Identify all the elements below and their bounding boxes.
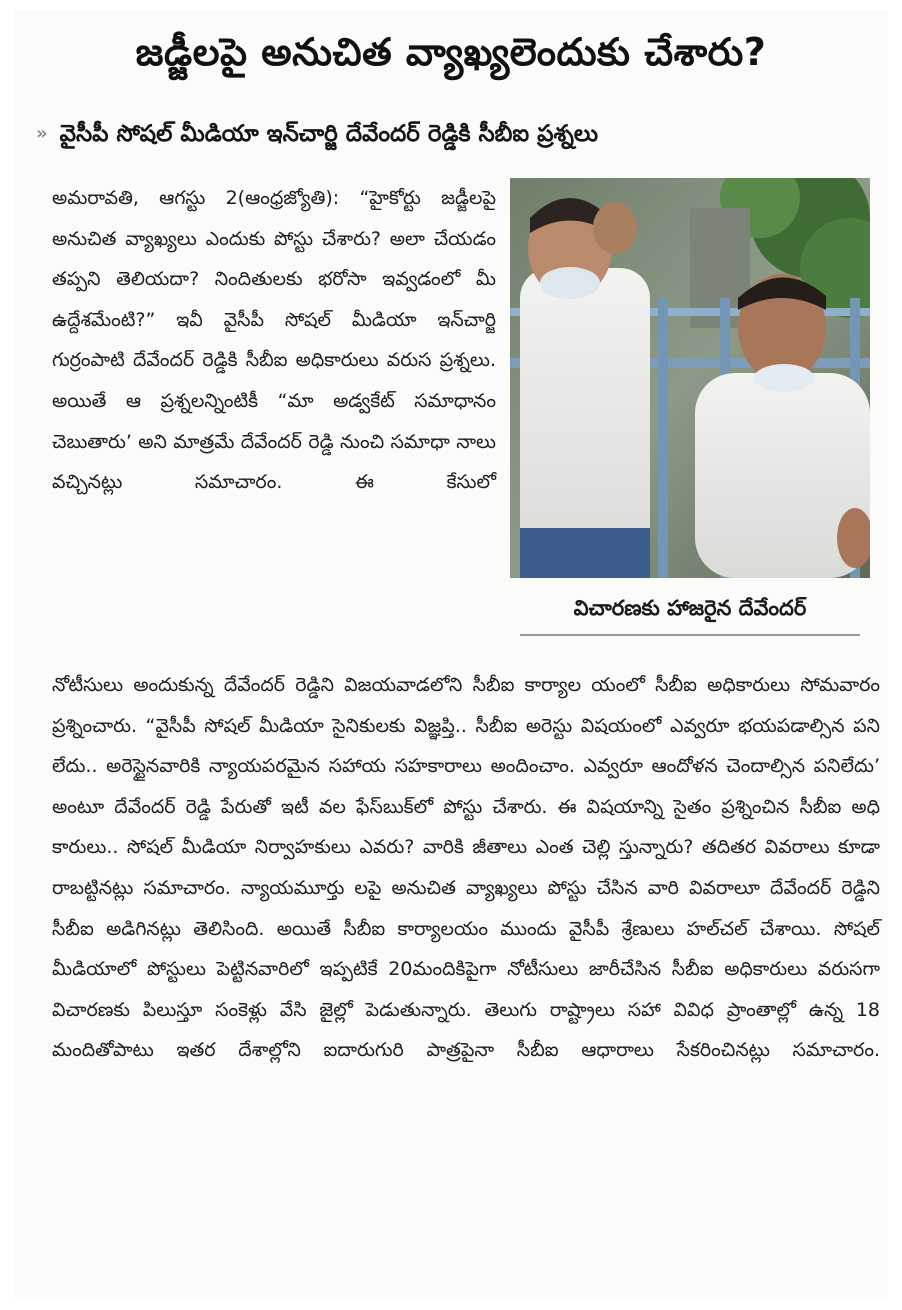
- subheadline-text: వైసీపీ సోషల్ మీడియా ఇన్‌చార్జి దేవేందర్ రెడ్డికి సీబీఐ ప్రశ్నలు: [59, 121, 599, 147]
- photo-caption: విచారణకు హాజరైన దేవేందర్: [520, 590, 860, 636]
- article-body-full-width: నోటీసులు అందుకున్న దేవేందర్ రెడ్డిని విజయవాడలోని సీబీఐ కార్యాల యంలో సీబీఐ అధికారులు సోమవారం ప్రశ్నించారు. “వైసీపీ సోషల్ మీడియా సైనికులకు విజ్ఞప్తి.. సీబీఐ అరెస్టు విషయంలో ఎవ్వరూ భయపడాల్సిన పని లేదు.. అరెస్టైనవారికి న్యాయపరమైన సహాయ సహకారాలు అందించాం. ఎవ్వరూ ఆందోళన చెందాల్సిన పనిలేదు’ అంటూ దేవేందర్ రెడ్డి పేరుతో ఇటీ వల ఫేస్‌బుక్‌లో పోస్టు చేశారు. ఈ విషయాన్ని సైతం ప్రశ్నించిన సీబీఐ అధి కారులు.. సోషల్ మీడియా నిర్వాహకులు ఎవరు? వారికి జీతాలు ఎంత చెల్లి స్తున్నారు? తదితర వివరాలు కూడా రాబట్టినట్లు సమాచారం. న్యాయమూర్తు లపై అనుచిత వ్యాఖ్యలు పోస్టు చేసిన వారి వివరాలూ దేవేందర్ రెడ్డిని సీబీఐ అడిగినట్లు తెలిసింది. అయితే సీబీఐ కార్యాలయం ముందు వైసీపీ శ్రేణులు హల్‌చల్ చేశాయి. సోషల్ మీడియాలో పోస్టులు పెట్టినవారిలో ఇప్పటికే 20మందికిపైగా నోటీసులు జారీచేసిన సీబీఐ అధికారులు వరుసగా విచారణకు పిలుస్తూ సంకెళ్లు వేసి జైల్లో పెడుతున్నారు. తెలుగు రాష్ట్రాలు సహా వివిధ ప్రాంతాల్లో ఉన్న 18 మందితోపాటు ఇతర దేశాల్లోని ఐదారుగురి పాత్రపైనా సీబీఐ ఆధారాలు సేకరించినట్లు సమాచారం.: [52, 674, 880, 1062]
- subheadline: [36, 114, 886, 154]
- newspaper-clipping: [14, 10, 888, 1300]
- double-chevron-icon: »: [36, 123, 48, 144]
- article-body-left-column: అమరావతి, ఆగస్టు 2(ఆంధ్రజ్యోతి): “హైకోర్టు జడ్జీలపై అనుచిత వ్యాఖ్యలు ఎందుకు పోస్టు చేశారు? అలా చేయడం తప్పని తెలియదా? నిందితులకు భరోసా ఇవ్వడంలో మీ ఉద్దేశమేంటి?” ఇవీ వైసీపీ సోషల్ మీడియా ఇన్‌చార్జి గుర్రంపాటి దేవేందర్ రెడ్డికి సీబీఐ అధికారులు వరుస ప్రశ్నలు. అయితే ఆ ప్రశ్నలన్నింటికీ “మా అడ్వకేట్ సమాధానం చెబుతారు’ అని మాత్రమే దేవేందర్ రెడ్డి నుంచి సమాధా నాలు వచ్చినట్లు సమాచారం. ఈ కేసులో: [52, 187, 496, 494]
- photo-illustration: [510, 178, 870, 578]
- headline: జడ్జీలపై అనుచిత వ్యాఖ్యలెందుకు చేశారు?: [135, 30, 767, 74]
- news-photo: [510, 178, 870, 578]
